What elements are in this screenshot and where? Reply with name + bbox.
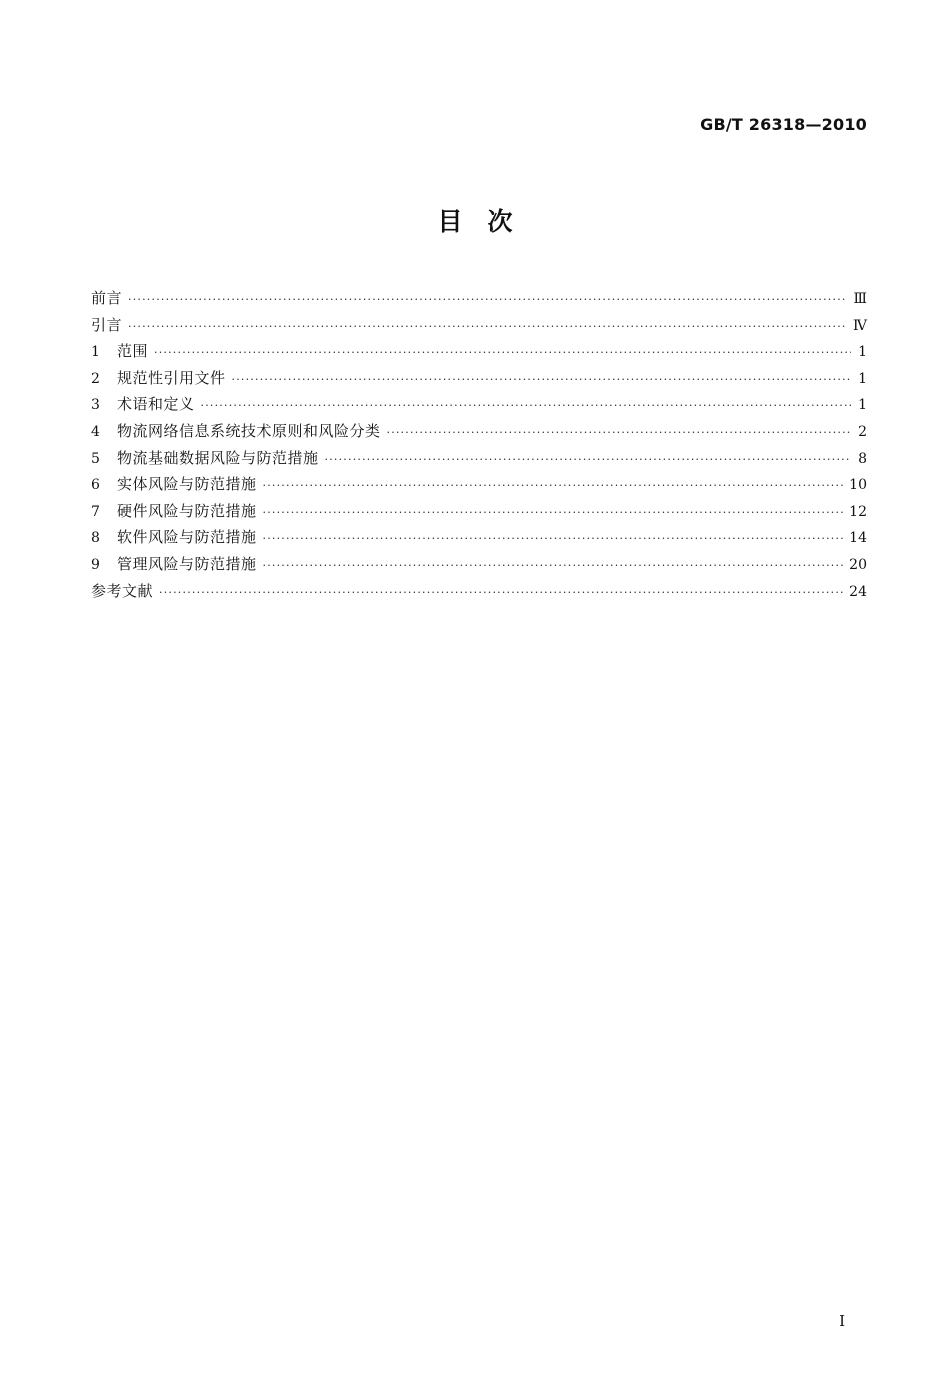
toc-entry-title: 规范性引用文件 — [117, 368, 226, 387]
toc-entry-8[interactable] — [91, 524, 867, 551]
toc-entry-5[interactable] — [91, 445, 867, 472]
standard-code: GB/T 26318—2010 — [700, 115, 867, 134]
toc-entry-number: 4 — [91, 423, 100, 440]
page-title: 目 次 — [437, 207, 513, 236]
toc-entry-title: 物流基础数据风险与防范措施 — [117, 448, 319, 467]
toc-entry-title: 术语和定义 — [117, 395, 195, 414]
toc-entry-number: 3 — [91, 397, 100, 414]
toc-entry-number: 7 — [91, 503, 100, 520]
toc-entry-page: 14 — [849, 530, 867, 547]
table-of-contents — [91, 285, 867, 604]
toc-entry-title: 物流网络信息系统技术原则和风险分类 — [117, 421, 381, 440]
toc-entry-title: 软件风险与防范措施 — [117, 528, 257, 547]
toc-entry-title: 范围 — [117, 342, 149, 361]
toc-entry-1[interactable] — [91, 338, 867, 365]
dot-leader — [159, 580, 843, 607]
toc-entry-foreword[interactable] — [91, 285, 867, 312]
toc-entry-7[interactable] — [91, 498, 867, 525]
toc-entry-number: 6 — [91, 477, 100, 494]
dot-leader — [154, 340, 851, 367]
toc-entry-introduction[interactable] — [91, 312, 867, 339]
dot-leader — [128, 314, 847, 341]
toc-entry-page: 2 — [858, 423, 867, 440]
toc-entry-title: 实体风险与防范措施 — [117, 475, 257, 494]
toc-entry-title: 管理风险与防范措施 — [117, 554, 257, 573]
toc-entry-page: 10 — [849, 477, 867, 494]
dot-leader — [128, 287, 847, 314]
toc-entry-page: 24 — [849, 583, 867, 600]
toc-entry-number: 5 — [91, 450, 100, 467]
toc-entry-number: 8 — [91, 530, 100, 547]
toc-entry-title: 硬件风险与防范措施 — [117, 501, 257, 520]
toc-entry-page: 20 — [849, 556, 867, 573]
toc-entry-title: 引言 — [91, 315, 123, 334]
toc-entry-2[interactable] — [91, 365, 867, 392]
toc-entry-page: 8 — [858, 450, 867, 467]
dot-leader — [263, 553, 844, 580]
toc-entry-number: 9 — [91, 556, 100, 573]
toc-entry-3[interactable] — [91, 391, 867, 418]
dot-leader — [263, 473, 844, 500]
toc-entry-title: 参考文献 — [91, 581, 154, 600]
toc-entry-number: 2 — [91, 370, 100, 387]
toc-entry-title: 前言 — [91, 289, 123, 307]
toc-entry-page: 12 — [849, 503, 867, 520]
dot-leader — [387, 420, 851, 447]
toc-entry-4[interactable] — [91, 418, 867, 445]
toc-entry-page: 1 — [858, 397, 867, 414]
toc-entry-number: 1 — [91, 344, 100, 361]
dot-leader — [263, 500, 844, 527]
dot-leader — [232, 367, 851, 394]
dot-leader — [325, 447, 851, 474]
dot-leader — [201, 393, 851, 420]
page-number: I — [839, 1312, 845, 1330]
toc-entry-page: 1 — [858, 370, 867, 387]
toc-entry-bibliography[interactable] — [91, 578, 867, 605]
toc-entry-page: 1 — [858, 344, 867, 361]
toc-entry-6[interactable] — [91, 471, 867, 498]
toc-entry-page: Ⅲ — [853, 291, 867, 307]
toc-entry-9[interactable] — [91, 551, 867, 578]
toc-entry-page: Ⅳ — [853, 317, 867, 334]
dot-leader — [263, 526, 844, 553]
